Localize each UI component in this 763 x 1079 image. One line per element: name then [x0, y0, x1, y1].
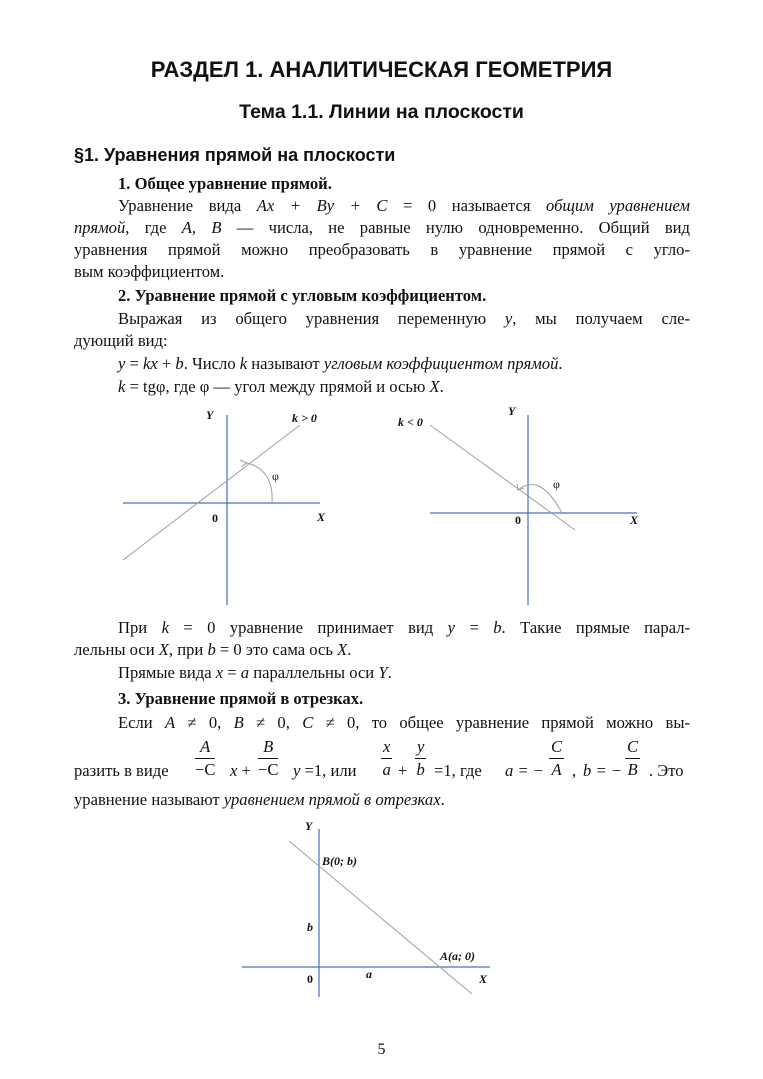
- subsection-1-heading: 1. Общее уравнение прямой.: [118, 174, 332, 193]
- eq1-where: =1, где: [434, 761, 482, 780]
- left-angle-arc: [247, 463, 272, 503]
- s1-line-3: уравнения прямой можно преобразовать в уравнение прямой с угло-: [74, 240, 690, 259]
- fraction-x-over-a: $\frac{x}{a}$: [382, 737, 391, 779]
- s2-line-1: Выражая из общего уравнения переменную y, мы получаем сле-: [118, 309, 690, 328]
- right-y-label: Y: [508, 404, 516, 418]
- point-a-label: A(a; 0): [440, 949, 475, 963]
- left-k-label: k > 0: [292, 411, 317, 425]
- a-equals: a = −: [505, 761, 544, 780]
- fraction-a-over-minus-c: $\frac{A}{-C}$: [195, 737, 216, 779]
- s3-line-1: Если A ≠ 0, B ≠ 0, C ≠ 0, то общее уравнение прямой можно вы-: [118, 713, 691, 732]
- point-b-label: B(0; b): [322, 854, 357, 868]
- term-y-eq1-or: y =1, или: [293, 761, 357, 780]
- left-phi-label: φ: [272, 469, 279, 483]
- topic-title: Тема 1.1. Линии на плоскости: [239, 101, 524, 123]
- right-k-label: k < 0: [398, 415, 423, 429]
- segment-b-label: b: [307, 920, 313, 934]
- plus-sign: +: [398, 761, 408, 780]
- segment-a-label: a: [366, 967, 372, 981]
- comma: ,: [572, 761, 577, 780]
- s2b-line-3: Прямые вида x = a параллельны оси Y.: [118, 663, 392, 682]
- fraction-c-over-a: $\frac{C}{A}$: [551, 737, 563, 779]
- fig2-intercept-line: [289, 841, 472, 994]
- section-title: РАЗДЕЛ 1. АНАЛИТИЧЕСКАЯ ГЕОМЕТРИЯ: [150, 57, 613, 82]
- left-sloped-line: [123, 425, 300, 560]
- s2-tg-line: k = tgφ, где φ — угол между прямой и осью X.: [118, 377, 444, 396]
- right-x-label: X: [630, 513, 639, 527]
- subsection-2-heading: 2. Уравнение прямой с угловым коэффициентом.: [118, 286, 487, 305]
- fraction-y-over-b: $\frac{y}{b}$: [416, 737, 425, 779]
- fraction-c-over-b: $\frac{C}{B}$: [627, 737, 639, 779]
- s3-formula-intro: разить в виде: [74, 761, 169, 780]
- term-x-plus: x +: [230, 761, 251, 780]
- slope-positive-graph: [123, 408, 326, 605]
- paragraph-title: §1. Уравнения прямой на плоскости: [74, 145, 396, 165]
- s1-line-4: вым коэффициентом.: [74, 262, 225, 281]
- slope-figures: [0, 400, 763, 610]
- s1-line-1: Уравнение вида Ax + By + C = 0 называется общим уравнением: [118, 196, 690, 215]
- left-origin-label: 0: [212, 511, 218, 525]
- right-origin-label: 0: [515, 513, 521, 527]
- s2b-line-1: При k = 0 уравнение принимает вид y = b. Такие прямые парал-: [118, 618, 691, 637]
- intercept-figure: [0, 815, 763, 1005]
- fig2-x-label: X: [479, 972, 488, 986]
- page-number: 5: [377, 1041, 386, 1058]
- slope-negative-graph: [398, 404, 639, 605]
- right-phi-label: φ: [553, 477, 560, 491]
- fig2-origin-label: 0: [307, 972, 313, 986]
- s1-line-2: прямой, где A, B — числа, не равные нулю одновременно. Общий вид: [74, 218, 691, 237]
- s2-formula-line: y = kx + b. Число k называют угловым коэффициентом прямой.: [118, 354, 563, 373]
- left-y-label: Y: [206, 408, 214, 422]
- left-x-label: X: [317, 510, 326, 524]
- fraction-b-over-minus-c: $\frac{B}{-C}$: [258, 737, 279, 779]
- this-word: . Это: [649, 761, 684, 780]
- subsection-3-heading: 3. Уравнение прямой в отрезках.: [118, 689, 364, 708]
- s2-line-2: дующий вид:: [74, 331, 168, 350]
- s2b-line-2: лельны оси X, при b = 0 это сама ось X.: [74, 640, 352, 659]
- b-equals: b = −: [583, 761, 622, 780]
- s3-line-3: уравнение называют уравнением прямой в отрезках.: [74, 790, 445, 809]
- fig2-y-label: Y: [305, 819, 313, 833]
